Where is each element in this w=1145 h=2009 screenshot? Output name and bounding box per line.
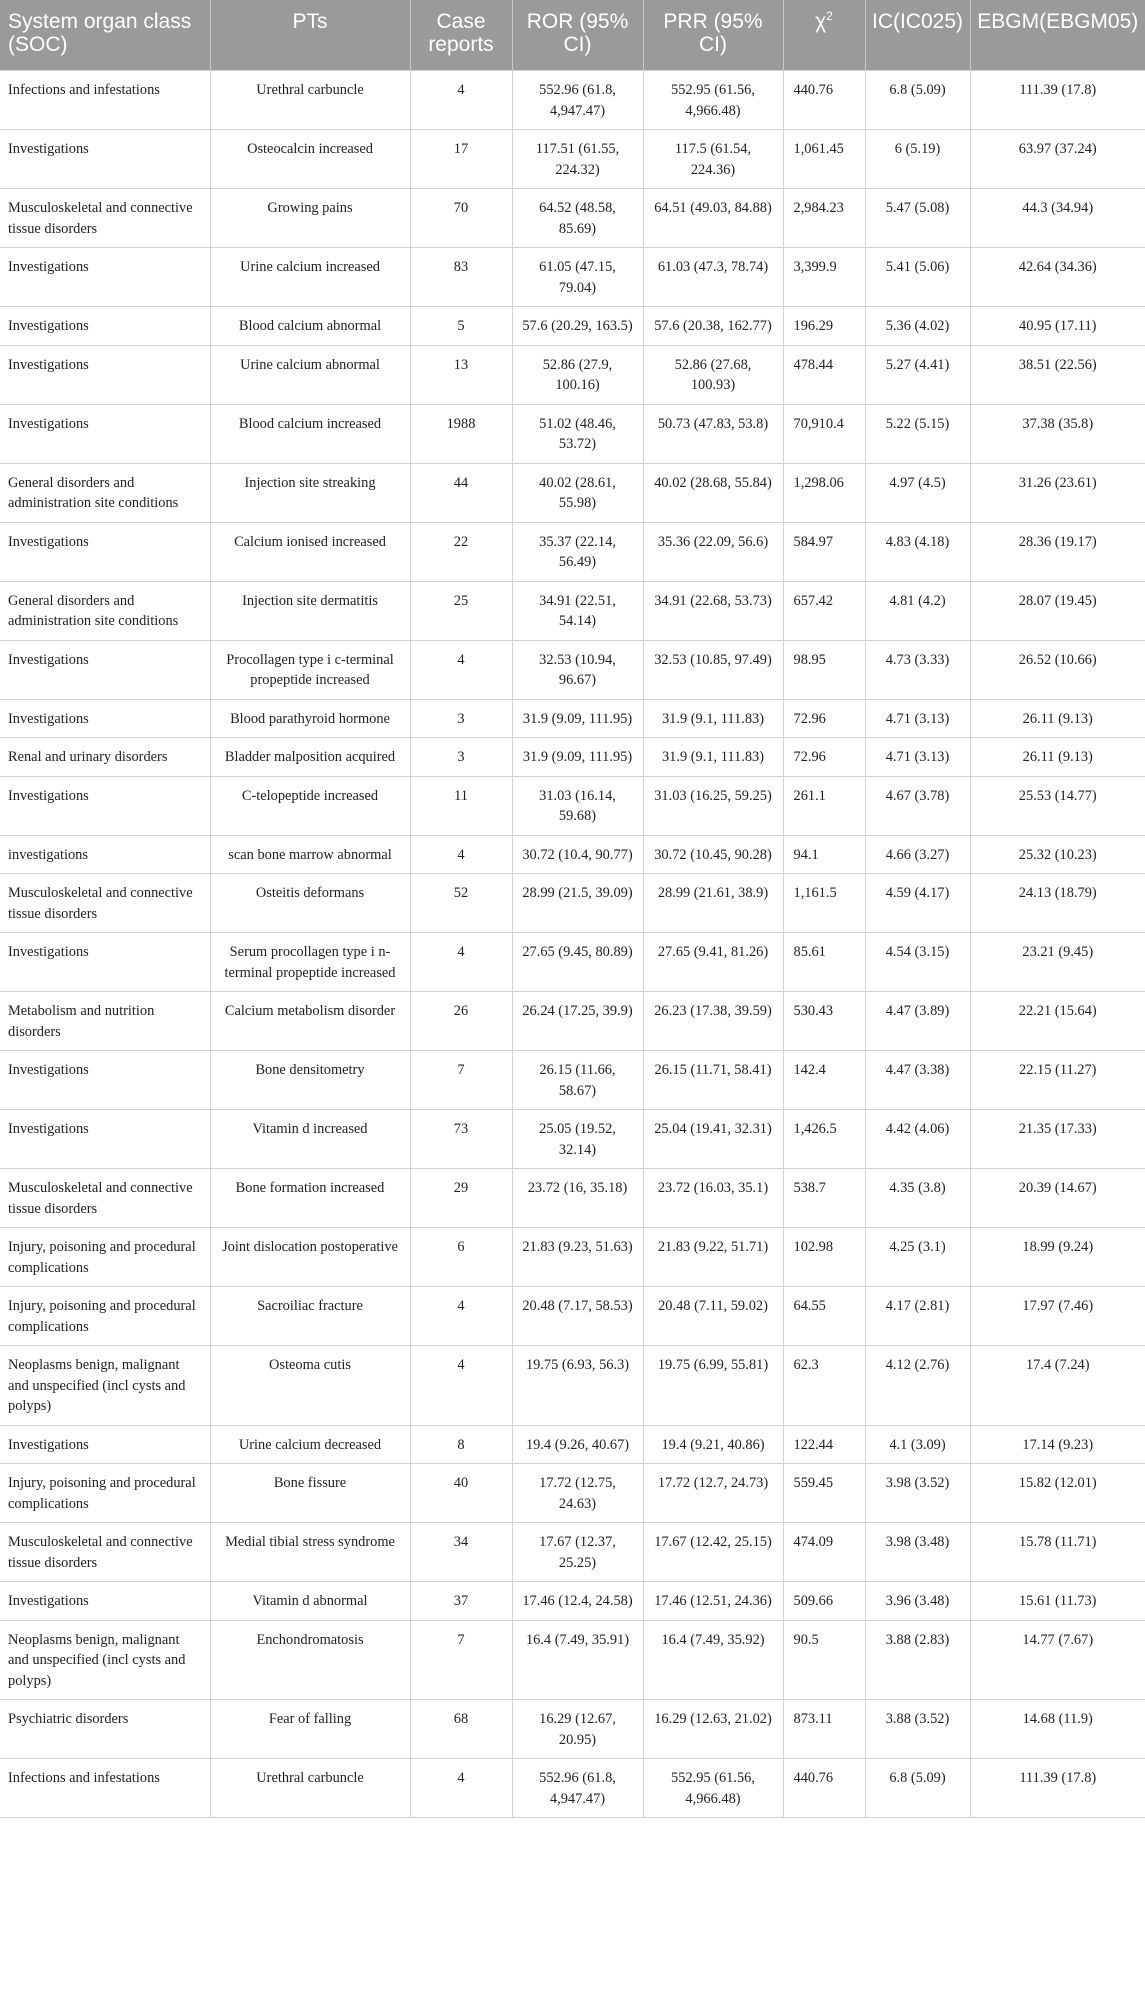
header-prr: PRR (95% CI) xyxy=(643,0,783,71)
cell-case-reports: 8 xyxy=(410,1425,512,1464)
cell-chi-square: 1,298.06 xyxy=(783,463,865,522)
cell-ic: 4.47 (3.89) xyxy=(865,992,970,1051)
cell-ebgm: 63.97 (37.24) xyxy=(970,130,1145,189)
cell-case-reports: 4 xyxy=(410,1287,512,1346)
cell-ebgm: 111.39 (17.8) xyxy=(970,71,1145,130)
cell-pt: Osteocalcin increased xyxy=(210,130,410,189)
cell-ebgm: 15.82 (12.01) xyxy=(970,1464,1145,1523)
cell-ebgm: 24.13 (18.79) xyxy=(970,874,1145,933)
cell-chi-square: 873.11 xyxy=(783,1700,865,1759)
cell-prr: 31.03 (16.25, 59.25) xyxy=(643,776,783,835)
cell-ror: 31.9 (9.09, 111.95) xyxy=(512,738,643,777)
table-row xyxy=(0,1523,1145,1582)
cell-prr: 28.99 (21.61, 38.9) xyxy=(643,874,783,933)
cell-ror: 17.46 (12.4, 24.58) xyxy=(512,1582,643,1621)
cell-ebgm: 28.07 (19.45) xyxy=(970,581,1145,640)
cell-soc: General disorders and administration site conditions xyxy=(0,581,210,640)
cell-pt: Fear of falling xyxy=(210,1700,410,1759)
cell-ic: 5.41 (5.06) xyxy=(865,248,970,307)
cell-ic: 4.66 (3.27) xyxy=(865,835,970,874)
cell-chi-square: 559.45 xyxy=(783,1464,865,1523)
cell-ebgm: 26.11 (9.13) xyxy=(970,699,1145,738)
cell-chi-square: 440.76 xyxy=(783,1759,865,1818)
cell-pt: Osteitis deformans xyxy=(210,874,410,933)
cell-chi-square: 1,161.5 xyxy=(783,874,865,933)
cell-ror: 28.99 (21.5, 39.09) xyxy=(512,874,643,933)
cell-ic: 4.97 (4.5) xyxy=(865,463,970,522)
cell-ebgm: 40.95 (17.11) xyxy=(970,307,1145,346)
table-row xyxy=(0,1759,1145,1818)
cell-ic: 3.96 (3.48) xyxy=(865,1582,970,1621)
table-row xyxy=(0,1582,1145,1621)
cell-soc: Investigations xyxy=(0,1051,210,1110)
cell-prr: 17.72 (12.7, 24.73) xyxy=(643,1464,783,1523)
cell-ror: 32.53 (10.94, 96.67) xyxy=(512,640,643,699)
cell-pt: Calcium metabolism disorder xyxy=(210,992,410,1051)
cell-case-reports: 34 xyxy=(410,1523,512,1582)
cell-ebgm: 26.52 (10.66) xyxy=(970,640,1145,699)
cell-prr: 23.72 (16.03, 35.1) xyxy=(643,1169,783,1228)
cell-case-reports: 26 xyxy=(410,992,512,1051)
cell-soc: Neoplasms benign, malignant and unspecified (incl cysts and polyps) xyxy=(0,1346,210,1426)
header-pts: PTs xyxy=(210,0,410,71)
cell-prr: 52.86 (27.68, 100.93) xyxy=(643,345,783,404)
cell-case-reports: 1988 xyxy=(410,404,512,463)
cell-soc: Musculoskeletal and connective tissue disorders xyxy=(0,1523,210,1582)
cell-ic: 4.71 (3.13) xyxy=(865,738,970,777)
cell-prr: 17.46 (12.51, 24.36) xyxy=(643,1582,783,1621)
cell-prr: 16.29 (12.63, 21.02) xyxy=(643,1700,783,1759)
cell-ror: 51.02 (48.46, 53.72) xyxy=(512,404,643,463)
cell-ebgm: 17.14 (9.23) xyxy=(970,1425,1145,1464)
cell-ebgm: 15.78 (11.71) xyxy=(970,1523,1145,1582)
cell-chi-square: 142.4 xyxy=(783,1051,865,1110)
table-row xyxy=(0,581,1145,640)
table-row xyxy=(0,248,1145,307)
cell-chi-square: 538.7 xyxy=(783,1169,865,1228)
cell-ic: 4.1 (3.09) xyxy=(865,1425,970,1464)
table-row xyxy=(0,345,1145,404)
cell-pt: Urethral carbuncle xyxy=(210,1759,410,1818)
table-row xyxy=(0,738,1145,777)
cell-ic: 4.47 (3.38) xyxy=(865,1051,970,1110)
cell-ebgm: 22.21 (15.64) xyxy=(970,992,1145,1051)
cell-prr: 26.15 (11.71, 58.41) xyxy=(643,1051,783,1110)
cell-ic: 3.88 (3.52) xyxy=(865,1700,970,1759)
cell-prr: 34.91 (22.68, 53.73) xyxy=(643,581,783,640)
cell-soc: Investigations xyxy=(0,1582,210,1621)
cell-ror: 27.65 (9.45, 80.89) xyxy=(512,933,643,992)
cell-ic: 3.98 (3.48) xyxy=(865,1523,970,1582)
cell-prr: 25.04 (19.41, 32.31) xyxy=(643,1110,783,1169)
cell-soc: Infections and infestations xyxy=(0,1759,210,1818)
cell-ror: 64.52 (48.58, 85.69) xyxy=(512,189,643,248)
cell-ebgm: 25.32 (10.23) xyxy=(970,835,1145,874)
cell-pt: Blood parathyroid hormone xyxy=(210,699,410,738)
cell-pt: Osteoma cutis xyxy=(210,1346,410,1426)
cell-soc: Investigations xyxy=(0,404,210,463)
cell-ic: 6 (5.19) xyxy=(865,130,970,189)
cell-pt: Blood calcium increased xyxy=(210,404,410,463)
table-row xyxy=(0,992,1145,1051)
cell-chi-square: 196.29 xyxy=(783,307,865,346)
cell-ror: 19.75 (6.93, 56.3) xyxy=(512,1346,643,1426)
cell-case-reports: 6 xyxy=(410,1228,512,1287)
cell-prr: 31.9 (9.1, 111.83) xyxy=(643,699,783,738)
cell-prr: 117.5 (61.54, 224.36) xyxy=(643,130,783,189)
cell-ror: 19.4 (9.26, 40.67) xyxy=(512,1425,643,1464)
cell-ror: 30.72 (10.4, 90.77) xyxy=(512,835,643,874)
cell-pt: Growing pains xyxy=(210,189,410,248)
table-row xyxy=(0,1700,1145,1759)
cell-chi-square: 478.44 xyxy=(783,345,865,404)
table-row xyxy=(0,835,1145,874)
cell-soc: Investigations xyxy=(0,248,210,307)
cell-ror: 20.48 (7.17, 58.53) xyxy=(512,1287,643,1346)
table-row xyxy=(0,776,1145,835)
cell-ror: 26.24 (17.25, 39.9) xyxy=(512,992,643,1051)
cell-pt: Vitamin d abnormal xyxy=(210,1582,410,1621)
cell-chi-square: 64.55 xyxy=(783,1287,865,1346)
header-ebgm: EBGM(EBGM05) xyxy=(970,0,1145,71)
cell-ic: 3.88 (2.83) xyxy=(865,1620,970,1700)
cell-ror: 23.72 (16, 35.18) xyxy=(512,1169,643,1228)
cell-chi-square: 90.5 xyxy=(783,1620,865,1700)
cell-case-reports: 11 xyxy=(410,776,512,835)
cell-case-reports: 25 xyxy=(410,581,512,640)
cell-case-reports: 5 xyxy=(410,307,512,346)
table-row xyxy=(0,1287,1145,1346)
cell-chi-square: 1,061.45 xyxy=(783,130,865,189)
cell-case-reports: 68 xyxy=(410,1700,512,1759)
cell-chi-square: 102.98 xyxy=(783,1228,865,1287)
cell-pt: Urine calcium decreased xyxy=(210,1425,410,1464)
cell-ebgm: 14.68 (11.9) xyxy=(970,1700,1145,1759)
cell-case-reports: 4 xyxy=(410,71,512,130)
cell-ror: 61.05 (47.15, 79.04) xyxy=(512,248,643,307)
table-row xyxy=(0,1425,1145,1464)
cell-prr: 30.72 (10.45, 90.28) xyxy=(643,835,783,874)
cell-ic: 4.67 (3.78) xyxy=(865,776,970,835)
header-chi-square xyxy=(783,0,865,71)
cell-prr: 50.73 (47.83, 53.8) xyxy=(643,404,783,463)
cell-pt: C-telopeptide increased xyxy=(210,776,410,835)
cell-ror: 21.83 (9.23, 51.63) xyxy=(512,1228,643,1287)
cell-chi-square: 474.09 xyxy=(783,1523,865,1582)
header-ror: ROR (95% CI) xyxy=(512,0,643,71)
cell-ebgm: 44.3 (34.94) xyxy=(970,189,1145,248)
cell-chi-square: 70,910.4 xyxy=(783,404,865,463)
cell-ror: 16.4 (7.49, 35.91) xyxy=(512,1620,643,1700)
cell-chi-square: 2,984.23 xyxy=(783,189,865,248)
cell-pt: scan bone marrow abnormal xyxy=(210,835,410,874)
cell-ror: 117.51 (61.55, 224.32) xyxy=(512,130,643,189)
cell-prr: 16.4 (7.49, 35.92) xyxy=(643,1620,783,1700)
cell-ebgm: 14.77 (7.67) xyxy=(970,1620,1145,1700)
cell-ic: 4.83 (4.18) xyxy=(865,522,970,581)
cell-case-reports: 17 xyxy=(410,130,512,189)
cell-ic: 4.54 (3.15) xyxy=(865,933,970,992)
table-row xyxy=(0,1051,1145,1110)
cell-ic: 4.73 (3.33) xyxy=(865,640,970,699)
cell-case-reports: 7 xyxy=(410,1051,512,1110)
cell-soc: General disorders and administration site conditions xyxy=(0,463,210,522)
table-row xyxy=(0,1464,1145,1523)
table-row xyxy=(0,130,1145,189)
cell-case-reports: 3 xyxy=(410,738,512,777)
table-row xyxy=(0,404,1145,463)
cell-soc: Investigations xyxy=(0,699,210,738)
cell-ebgm: 42.64 (34.36) xyxy=(970,248,1145,307)
cell-pt: Blood calcium abnormal xyxy=(210,307,410,346)
table-body xyxy=(0,71,1145,1818)
cell-soc: Renal and urinary disorders xyxy=(0,738,210,777)
table-row xyxy=(0,1110,1145,1169)
table-row xyxy=(0,189,1145,248)
cell-ebgm: 20.39 (14.67) xyxy=(970,1169,1145,1228)
cell-soc: Infections and infestations xyxy=(0,71,210,130)
cell-case-reports: 83 xyxy=(410,248,512,307)
cell-chi-square: 62.3 xyxy=(783,1346,865,1426)
cell-case-reports: 37 xyxy=(410,1582,512,1621)
cell-case-reports: 73 xyxy=(410,1110,512,1169)
cell-case-reports: 4 xyxy=(410,835,512,874)
cell-case-reports: 4 xyxy=(410,640,512,699)
cell-chi-square: 584.97 xyxy=(783,522,865,581)
cell-chi-square: 3,399.9 xyxy=(783,248,865,307)
cell-prr: 552.95 (61.56, 4,966.48) xyxy=(643,71,783,130)
header-soc: System organ class (SOC) xyxy=(0,0,210,71)
cell-ic: 4.35 (3.8) xyxy=(865,1169,970,1228)
header-case-reports: Case reports xyxy=(410,0,512,71)
cell-soc: investigations xyxy=(0,835,210,874)
cell-ic: 4.59 (4.17) xyxy=(865,874,970,933)
cell-ebgm: 15.61 (11.73) xyxy=(970,1582,1145,1621)
cell-soc: Musculoskeletal and connective tissue disorders xyxy=(0,1169,210,1228)
cell-ror: 52.86 (27.9, 100.16) xyxy=(512,345,643,404)
cell-ic: 4.25 (3.1) xyxy=(865,1228,970,1287)
cell-soc: Psychiatric disorders xyxy=(0,1700,210,1759)
cell-prr: 26.23 (17.38, 39.59) xyxy=(643,992,783,1051)
table-row xyxy=(0,933,1145,992)
cell-case-reports: 7 xyxy=(410,1620,512,1700)
cell-soc: Investigations xyxy=(0,522,210,581)
table-row xyxy=(0,1228,1145,1287)
cell-chi-square: 94.1 xyxy=(783,835,865,874)
header-ic: IC(IC025) xyxy=(865,0,970,71)
cell-chi-square: 72.96 xyxy=(783,699,865,738)
cell-case-reports: 40 xyxy=(410,1464,512,1523)
cell-ic: 4.71 (3.13) xyxy=(865,699,970,738)
cell-ebgm: 25.53 (14.77) xyxy=(970,776,1145,835)
cell-ic: 5.27 (4.41) xyxy=(865,345,970,404)
cell-case-reports: 22 xyxy=(410,522,512,581)
cell-ic: 6.8 (5.09) xyxy=(865,71,970,130)
cell-ebgm: 23.21 (9.45) xyxy=(970,933,1145,992)
cell-ic: 5.22 (5.15) xyxy=(865,404,970,463)
cell-case-reports: 52 xyxy=(410,874,512,933)
table-row xyxy=(0,1620,1145,1700)
cell-soc: Musculoskeletal and connective tissue disorders xyxy=(0,874,210,933)
cell-pt: Bone fissure xyxy=(210,1464,410,1523)
cell-case-reports: 3 xyxy=(410,699,512,738)
cell-prr: 17.67 (12.42, 25.15) xyxy=(643,1523,783,1582)
cell-ror: 16.29 (12.67, 20.95) xyxy=(512,1700,643,1759)
cell-chi-square: 85.61 xyxy=(783,933,865,992)
cell-pt: Bone densitometry xyxy=(210,1051,410,1110)
cell-chi-square: 509.66 xyxy=(783,1582,865,1621)
cell-ror: 17.72 (12.75, 24.63) xyxy=(512,1464,643,1523)
cell-prr: 552.95 (61.56, 4,966.48) xyxy=(643,1759,783,1818)
cell-ebgm: 111.39 (17.8) xyxy=(970,1759,1145,1818)
cell-ror: 35.37 (22.14, 56.49) xyxy=(512,522,643,581)
table-row xyxy=(0,874,1145,933)
cell-ic: 4.17 (2.81) xyxy=(865,1287,970,1346)
cell-chi-square: 530.43 xyxy=(783,992,865,1051)
cell-case-reports: 4 xyxy=(410,1759,512,1818)
cell-ror: 25.05 (19.52, 32.14) xyxy=(512,1110,643,1169)
cell-chi-square: 72.96 xyxy=(783,738,865,777)
cell-ebgm: 17.97 (7.46) xyxy=(970,1287,1145,1346)
cell-ebgm: 21.35 (17.33) xyxy=(970,1110,1145,1169)
table-row xyxy=(0,307,1145,346)
cell-ebgm: 31.26 (23.61) xyxy=(970,463,1145,522)
cell-soc: Investigations xyxy=(0,1425,210,1464)
cell-ic: 5.47 (5.08) xyxy=(865,189,970,248)
cell-soc: Musculoskeletal and connective tissue disorders xyxy=(0,189,210,248)
cell-chi-square: 122.44 xyxy=(783,1425,865,1464)
cell-prr: 64.51 (49.03, 84.88) xyxy=(643,189,783,248)
cell-ror: 26.15 (11.66, 58.67) xyxy=(512,1051,643,1110)
cell-soc: Investigations xyxy=(0,345,210,404)
cell-ebgm: 26.11 (9.13) xyxy=(970,738,1145,777)
cell-soc: Metabolism and nutrition disorders xyxy=(0,992,210,1051)
cell-pt: Calcium ionised increased xyxy=(210,522,410,581)
table-header xyxy=(0,0,1145,71)
cell-pt: Joint dislocation postoperative xyxy=(210,1228,410,1287)
cell-ic: 6.8 (5.09) xyxy=(865,1759,970,1818)
cell-soc: Neoplasms benign, malignant and unspecified (incl cysts and polyps) xyxy=(0,1620,210,1700)
cell-pt: Injection site streaking xyxy=(210,463,410,522)
cell-ror: 552.96 (61.8, 4,947.47) xyxy=(512,71,643,130)
cell-pt: Vitamin d increased xyxy=(210,1110,410,1169)
cell-ror: 34.91 (22.51, 54.14) xyxy=(512,581,643,640)
cell-soc: Investigations xyxy=(0,130,210,189)
cell-ror: 17.67 (12.37, 25.25) xyxy=(512,1523,643,1582)
cell-chi-square: 1,426.5 xyxy=(783,1110,865,1169)
header-chi-superscript: 2 xyxy=(826,9,833,23)
cell-soc: Injury, poisoning and procedural complications xyxy=(0,1464,210,1523)
cell-ic: 3.98 (3.52) xyxy=(865,1464,970,1523)
cell-ebgm: 18.99 (9.24) xyxy=(970,1228,1145,1287)
cell-prr: 19.75 (6.99, 55.81) xyxy=(643,1346,783,1426)
cell-case-reports: 4 xyxy=(410,1346,512,1426)
table-row xyxy=(0,463,1145,522)
cell-prr: 27.65 (9.41, 81.26) xyxy=(643,933,783,992)
cell-prr: 35.36 (22.09, 56.6) xyxy=(643,522,783,581)
cell-prr: 40.02 (28.68, 55.84) xyxy=(643,463,783,522)
cell-ebgm: 38.51 (22.56) xyxy=(970,345,1145,404)
cell-case-reports: 29 xyxy=(410,1169,512,1228)
cell-case-reports: 4 xyxy=(410,933,512,992)
cell-soc: Investigations xyxy=(0,1110,210,1169)
cell-prr: 20.48 (7.11, 59.02) xyxy=(643,1287,783,1346)
table-row xyxy=(0,71,1145,130)
cell-case-reports: 70 xyxy=(410,189,512,248)
cell-case-reports: 44 xyxy=(410,463,512,522)
cell-soc: Investigations xyxy=(0,307,210,346)
cell-ebgm: 22.15 (11.27) xyxy=(970,1051,1145,1110)
cell-ror: 31.03 (16.14, 59.68) xyxy=(512,776,643,835)
cell-soc: Investigations xyxy=(0,776,210,835)
cell-pt: Urine calcium abnormal xyxy=(210,345,410,404)
cell-ebgm: 17.4 (7.24) xyxy=(970,1346,1145,1426)
cell-ic: 4.42 (4.06) xyxy=(865,1110,970,1169)
cell-prr: 21.83 (9.22, 51.71) xyxy=(643,1228,783,1287)
cell-chi-square: 98.95 xyxy=(783,640,865,699)
cell-pt: Medial tibial stress syndrome xyxy=(210,1523,410,1582)
cell-ebgm: 37.38 (35.8) xyxy=(970,404,1145,463)
cell-prr: 57.6 (20.38, 162.77) xyxy=(643,307,783,346)
cell-pt: Injection site dermatitis xyxy=(210,581,410,640)
cell-pt: Enchondromatosis xyxy=(210,1620,410,1700)
cell-ic: 5.36 (4.02) xyxy=(865,307,970,346)
cell-chi-square: 657.42 xyxy=(783,581,865,640)
cell-ror: 40.02 (28.61, 55.98) xyxy=(512,463,643,522)
cell-ror: 31.9 (9.09, 111.95) xyxy=(512,699,643,738)
table-row xyxy=(0,522,1145,581)
cell-pt: Sacroiliac fracture xyxy=(210,1287,410,1346)
cell-pt: Urine calcium increased xyxy=(210,248,410,307)
cell-ror: 552.96 (61.8, 4,947.47) xyxy=(512,1759,643,1818)
table-row xyxy=(0,1169,1145,1228)
cell-soc: Injury, poisoning and procedural complications xyxy=(0,1228,210,1287)
table-row xyxy=(0,1346,1145,1426)
cell-pt: Urethral carbuncle xyxy=(210,71,410,130)
cell-chi-square: 261.1 xyxy=(783,776,865,835)
cell-pt: Bone formation increased xyxy=(210,1169,410,1228)
header-chi-symbol: χ xyxy=(815,10,827,33)
cell-pt: Procollagen type i c-terminal propeptide increased xyxy=(210,640,410,699)
cell-prr: 61.03 (47.3, 78.74) xyxy=(643,248,783,307)
cell-ror: 57.6 (20.29, 163.5) xyxy=(512,307,643,346)
cell-pt: Bladder malposition acquired xyxy=(210,738,410,777)
cell-soc: Investigations xyxy=(0,640,210,699)
cell-ic: 4.81 (4.2) xyxy=(865,581,970,640)
cell-prr: 32.53 (10.85, 97.49) xyxy=(643,640,783,699)
cell-pt: Serum procollagen type i n-terminal propeptide increased xyxy=(210,933,410,992)
cell-prr: 19.4 (9.21, 40.86) xyxy=(643,1425,783,1464)
cell-chi-square: 440.76 xyxy=(783,71,865,130)
cell-ic: 4.12 (2.76) xyxy=(865,1346,970,1426)
cell-soc: Injury, poisoning and procedural complications xyxy=(0,1287,210,1346)
cell-prr: 31.9 (9.1, 111.83) xyxy=(643,738,783,777)
cell-case-reports: 13 xyxy=(410,345,512,404)
table-row xyxy=(0,699,1145,738)
cell-soc: Investigations xyxy=(0,933,210,992)
table-row xyxy=(0,640,1145,699)
cell-ebgm: 28.36 (19.17) xyxy=(970,522,1145,581)
